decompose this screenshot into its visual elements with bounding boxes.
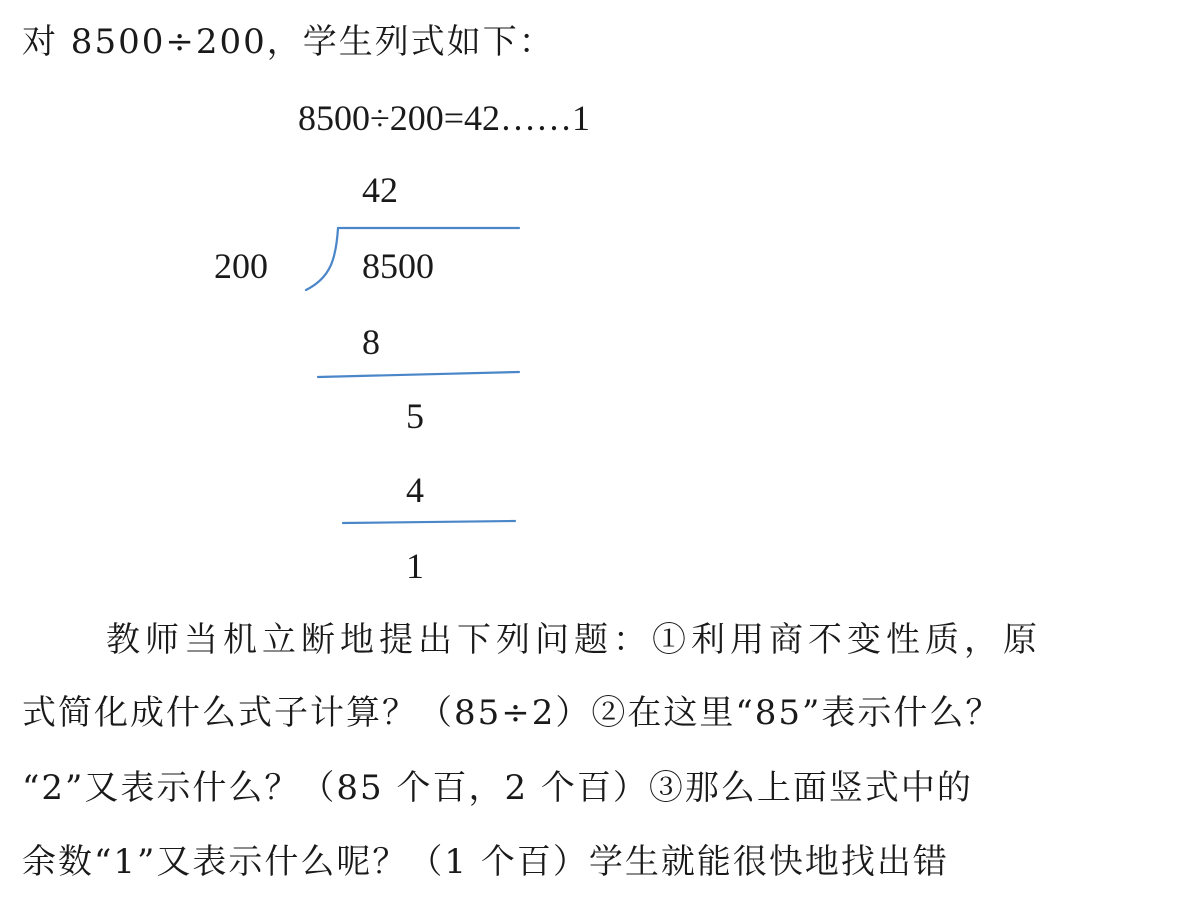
divisor: 200 <box>214 246 268 286</box>
step1-remainder: 5 <box>406 396 424 436</box>
paragraph-line-2: 式简化成什么式子计算？（85÷2）②在这里“85”表示什么？ <box>22 693 1002 733</box>
paragraph-line-3: “2”又表示什么？（85 个百，2 个百）③那么上面竖式中的 <box>22 768 973 808</box>
step1-underline <box>318 372 519 377</box>
dividend: 8500 <box>362 246 434 286</box>
step2-product: 4 <box>406 470 424 510</box>
quotient: 42 <box>362 170 398 210</box>
division-bracket <box>306 228 519 290</box>
step2-underline <box>343 521 515 523</box>
paragraph-line-4: 余数“1”又表示什么呢？（1 个百）学生就能很快地找出错 <box>22 842 949 882</box>
equation: 8500÷200=42……1 <box>298 98 591 138</box>
intro-line: 对 8500÷200，学生列式如下： <box>22 22 555 62</box>
remainder: 1 <box>406 546 424 586</box>
paragraph-line-1: 教师当机立断地提出下列问题：①利用商不变性质，原 <box>106 620 1042 660</box>
step1-product: 8 <box>362 322 380 362</box>
